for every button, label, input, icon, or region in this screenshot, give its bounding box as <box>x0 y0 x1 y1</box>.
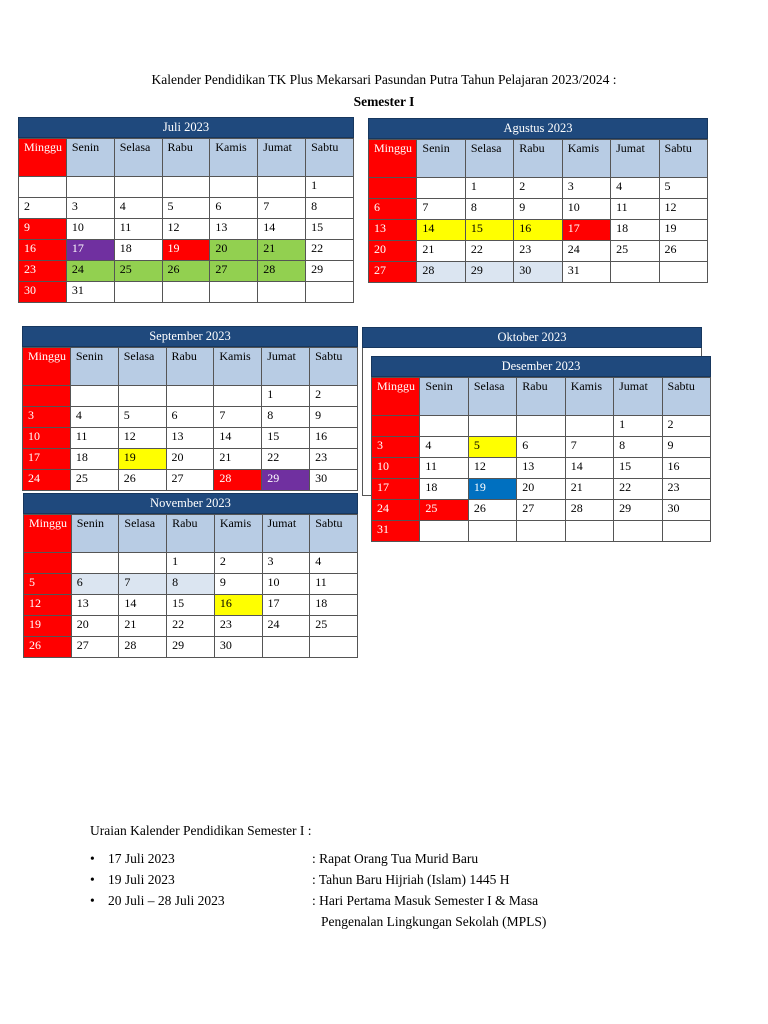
day-cell: 16 <box>214 595 262 616</box>
day-cell: 19 <box>659 220 707 241</box>
day-cell <box>517 416 565 437</box>
day-cell: 5 <box>659 178 707 199</box>
day-cell: 2 <box>310 386 358 407</box>
day-cell <box>614 521 662 542</box>
day-cell: 26 <box>118 470 166 491</box>
day-cell <box>166 386 214 407</box>
week-row <box>372 500 711 521</box>
day-cell: 14 <box>565 458 613 479</box>
day-cell: 22 <box>262 449 310 470</box>
day-cell: 8 <box>262 407 310 428</box>
day-cell: 27 <box>210 261 258 282</box>
day-cell: 7 <box>258 198 306 219</box>
day-cell: 29 <box>167 637 215 658</box>
day-cell: 27 <box>517 500 565 521</box>
day-cell: 6 <box>71 574 119 595</box>
day-cell: 3 <box>262 553 310 574</box>
day-cell: 10 <box>23 428 71 449</box>
day-cell: 28 <box>417 262 465 283</box>
day-cell: 30 <box>310 470 358 491</box>
day-cell: 8 <box>465 199 513 220</box>
week-row <box>23 470 358 491</box>
day-cell: 19 <box>468 479 516 500</box>
day-cell: 13 <box>210 219 258 240</box>
week-row <box>24 637 358 658</box>
day-cell: 15 <box>614 458 662 479</box>
day-cell: 6 <box>166 407 214 428</box>
day-cell <box>310 637 358 658</box>
day-cell: 9 <box>662 437 710 458</box>
day-cell: 3 <box>23 407 71 428</box>
day-cell: 25 <box>114 261 162 282</box>
day-cell: 1 <box>262 386 310 407</box>
day-cell: 26 <box>659 241 707 262</box>
day-cell: 21 <box>258 240 306 261</box>
day-cell: 17 <box>66 240 114 261</box>
day-cell: 11 <box>611 199 659 220</box>
day-cell <box>262 637 310 658</box>
calendar-grid <box>23 514 358 658</box>
day-cell <box>611 262 659 283</box>
day-cell: 21 <box>417 241 465 262</box>
weekday-header: Selasa <box>114 139 162 177</box>
day-cell <box>420 416 468 437</box>
day-cell <box>369 178 417 199</box>
day-cell: 10 <box>562 199 610 220</box>
day-cell: 24 <box>23 470 71 491</box>
day-cell: 1 <box>167 553 215 574</box>
day-cell: 6 <box>517 437 565 458</box>
day-cell <box>468 416 516 437</box>
day-cell: 17 <box>372 479 420 500</box>
day-cell <box>306 282 354 303</box>
day-cell <box>662 521 710 542</box>
bullet: • <box>90 872 95 887</box>
day-cell: 13 <box>517 458 565 479</box>
weekday-header: Sabtu <box>662 378 710 416</box>
event-text: : Rapat Orang Tua Murid Baru <box>312 851 479 866</box>
day-cell: 3 <box>66 198 114 219</box>
day-cell: 24 <box>66 261 114 282</box>
day-cell: 23 <box>662 479 710 500</box>
day-cell <box>468 521 516 542</box>
day-cell: 3 <box>562 178 610 199</box>
weekday-header: Kamis <box>562 140 610 178</box>
day-cell: 15 <box>262 428 310 449</box>
day-cell: 17 <box>562 220 610 241</box>
day-cell: 11 <box>114 219 162 240</box>
day-cell: 28 <box>258 261 306 282</box>
weekday-header: Kamis <box>210 139 258 177</box>
day-cell: 26 <box>468 500 516 521</box>
day-cell <box>565 521 613 542</box>
day-cell <box>517 521 565 542</box>
day-cell <box>19 177 67 198</box>
calendar-desember <box>371 356 711 542</box>
week-row <box>23 449 358 470</box>
day-cell: 24 <box>372 500 420 521</box>
day-cell <box>66 177 114 198</box>
day-cell: 12 <box>118 428 166 449</box>
day-cell: 7 <box>417 199 465 220</box>
day-cell: 23 <box>310 449 358 470</box>
weekday-header: Minggu <box>19 139 67 177</box>
week-row <box>23 386 358 407</box>
day-cell: 19 <box>118 449 166 470</box>
weekday-header: Rabu <box>166 348 214 386</box>
day-cell: 1 <box>465 178 513 199</box>
calendar-november <box>23 493 358 658</box>
day-cell <box>372 416 420 437</box>
day-cell: 30 <box>19 282 67 303</box>
week-row <box>19 177 354 198</box>
day-cell: 24 <box>562 241 610 262</box>
day-cell: 15 <box>465 220 513 241</box>
day-cell: 10 <box>372 458 420 479</box>
day-cell <box>162 177 210 198</box>
day-cell: 15 <box>167 595 215 616</box>
day-cell: 5 <box>24 574 72 595</box>
day-cell: 29 <box>465 262 513 283</box>
day-cell <box>24 553 72 574</box>
weekday-header: Rabu <box>517 378 565 416</box>
weekday-header: Selasa <box>465 140 513 178</box>
day-cell: 18 <box>420 479 468 500</box>
day-cell: 8 <box>167 574 215 595</box>
day-cell: 21 <box>119 616 167 637</box>
day-cell: 20 <box>517 479 565 500</box>
day-cell: 5 <box>468 437 516 458</box>
week-row <box>23 428 358 449</box>
day-cell: 4 <box>420 437 468 458</box>
day-cell: 29 <box>614 500 662 521</box>
day-cell: 27 <box>71 637 119 658</box>
day-cell: 29 <box>306 261 354 282</box>
week-row <box>369 262 708 283</box>
weekday-header: Jumat <box>611 140 659 178</box>
day-cell: 20 <box>369 241 417 262</box>
day-cell: 26 <box>162 261 210 282</box>
day-cell: 11 <box>70 428 118 449</box>
calendar-juli <box>18 117 354 303</box>
weekday-header: Jumat <box>262 348 310 386</box>
week-row <box>23 407 358 428</box>
day-cell <box>119 553 167 574</box>
weekday-header: Senin <box>66 139 114 177</box>
weekday-header: Senin <box>420 378 468 416</box>
day-cell: 10 <box>262 574 310 595</box>
day-cell <box>258 282 306 303</box>
day-cell: 11 <box>310 574 358 595</box>
weekday-header: Kamis <box>214 515 262 553</box>
day-cell: 28 <box>565 500 613 521</box>
day-cell: 22 <box>306 240 354 261</box>
day-cell: 27 <box>369 262 417 283</box>
day-cell <box>258 177 306 198</box>
day-cell: 31 <box>562 262 610 283</box>
day-cell: 9 <box>310 407 358 428</box>
day-cell: 12 <box>24 595 72 616</box>
week-row <box>19 219 354 240</box>
day-cell: 25 <box>70 470 118 491</box>
month-title: Desember 2023 <box>371 356 711 377</box>
calendar-agustus <box>368 118 708 283</box>
day-cell <box>210 177 258 198</box>
day-cell <box>162 282 210 303</box>
day-cell <box>114 282 162 303</box>
day-cell: 6 <box>210 198 258 219</box>
day-cell: 14 <box>417 220 465 241</box>
day-cell <box>210 282 258 303</box>
day-cell: 20 <box>71 616 119 637</box>
day-cell: 6 <box>369 199 417 220</box>
day-cell: 9 <box>19 219 67 240</box>
day-cell: 8 <box>306 198 354 219</box>
week-row <box>372 479 711 500</box>
day-cell: 18 <box>611 220 659 241</box>
weekday-header: Senin <box>417 140 465 178</box>
day-cell <box>23 386 71 407</box>
week-row <box>369 241 708 262</box>
day-cell: 28 <box>214 470 262 491</box>
weekday-header-row <box>19 139 354 177</box>
day-cell <box>114 177 162 198</box>
day-cell: 11 <box>420 458 468 479</box>
weekday-header: Rabu <box>167 515 215 553</box>
week-row <box>369 178 708 199</box>
day-cell: 8 <box>614 437 662 458</box>
calendar-grid <box>22 347 358 491</box>
day-cell: 24 <box>262 616 310 637</box>
day-cell: 4 <box>70 407 118 428</box>
day-cell: 2 <box>19 198 67 219</box>
day-cell <box>417 178 465 199</box>
week-row <box>369 199 708 220</box>
day-cell: 14 <box>119 595 167 616</box>
day-cell: 29 <box>262 470 310 491</box>
weekday-header: Senin <box>70 348 118 386</box>
week-row <box>372 458 711 479</box>
day-cell: 16 <box>662 458 710 479</box>
weekday-header-row <box>24 515 358 553</box>
weekday-header: Jumat <box>262 515 310 553</box>
weekday-header: Selasa <box>118 348 166 386</box>
day-cell <box>420 521 468 542</box>
weekday-header: Sabtu <box>306 139 354 177</box>
day-cell: 25 <box>310 616 358 637</box>
day-cell: 30 <box>662 500 710 521</box>
day-cell <box>70 386 118 407</box>
week-row <box>24 616 358 637</box>
day-cell: 3 <box>372 437 420 458</box>
day-cell: 19 <box>24 616 72 637</box>
week-row <box>24 574 358 595</box>
weekday-header: Sabtu <box>659 140 707 178</box>
day-cell <box>659 262 707 283</box>
day-cell <box>565 416 613 437</box>
day-cell: 7 <box>214 407 262 428</box>
month-title: Oktober 2023 <box>362 327 702 348</box>
week-row <box>372 521 711 542</box>
bullet: • <box>90 893 95 908</box>
month-title: September 2023 <box>22 326 358 347</box>
weekday-header: Selasa <box>119 515 167 553</box>
week-row <box>372 437 711 458</box>
weekday-header: Rabu <box>514 140 562 178</box>
day-cell <box>71 553 119 574</box>
day-cell: 4 <box>114 198 162 219</box>
day-cell: 13 <box>166 428 214 449</box>
weekday-header: Minggu <box>23 348 71 386</box>
day-cell: 27 <box>166 470 214 491</box>
day-cell: 31 <box>66 282 114 303</box>
day-cell: 1 <box>614 416 662 437</box>
day-cell: 20 <box>166 449 214 470</box>
day-cell: 14 <box>214 428 262 449</box>
day-cell <box>118 386 166 407</box>
weekday-header-row <box>369 140 708 178</box>
day-cell: 12 <box>468 458 516 479</box>
day-cell: 14 <box>258 219 306 240</box>
day-cell: 17 <box>262 595 310 616</box>
day-cell: 30 <box>514 262 562 283</box>
weekday-header: Minggu <box>369 140 417 178</box>
day-cell: 18 <box>310 595 358 616</box>
day-cell: 16 <box>310 428 358 449</box>
day-cell: 2 <box>214 553 262 574</box>
month-title: Agustus 2023 <box>368 118 708 139</box>
day-cell: 13 <box>369 220 417 241</box>
day-cell: 26 <box>24 637 72 658</box>
description-heading: Uraian Kalender Pendidikan Semester I : <box>90 823 312 838</box>
weekday-header: Kamis <box>214 348 262 386</box>
day-cell: 28 <box>119 637 167 658</box>
weekday-header: Sabtu <box>310 348 358 386</box>
day-cell: 20 <box>210 240 258 261</box>
day-cell: 16 <box>19 240 67 261</box>
weekday-header: Rabu <box>162 139 210 177</box>
week-row <box>19 240 354 261</box>
weekday-header-row <box>372 378 711 416</box>
day-cell: 23 <box>514 241 562 262</box>
day-cell: 4 <box>310 553 358 574</box>
month-title: Juli 2023 <box>18 117 354 138</box>
day-cell: 2 <box>662 416 710 437</box>
day-cell: 25 <box>420 500 468 521</box>
event-text: : Hari Pertama Masuk Semester I & Masa <box>312 893 539 908</box>
day-cell: 7 <box>119 574 167 595</box>
day-cell: 1 <box>306 177 354 198</box>
day-cell: 5 <box>118 407 166 428</box>
day-cell: 30 <box>214 637 262 658</box>
day-cell <box>214 386 262 407</box>
week-row <box>24 553 358 574</box>
document-subtitle: Semester I <box>353 94 415 109</box>
day-cell: 5 <box>162 198 210 219</box>
week-row <box>19 261 354 282</box>
day-cell: 17 <box>23 449 71 470</box>
day-cell: 12 <box>162 219 210 240</box>
event-date: 17 Juli 2023 <box>108 851 175 866</box>
week-row <box>369 220 708 241</box>
day-cell: 22 <box>614 479 662 500</box>
weekday-header: Kamis <box>565 378 613 416</box>
week-row <box>19 282 354 303</box>
day-cell: 10 <box>66 219 114 240</box>
day-cell: 15 <box>306 219 354 240</box>
calendar-grid <box>371 377 711 542</box>
weekday-header: Minggu <box>24 515 72 553</box>
weekday-header: Sabtu <box>310 515 358 553</box>
day-cell: 22 <box>465 241 513 262</box>
day-cell: 18 <box>70 449 118 470</box>
calendar-september <box>22 326 358 491</box>
bullet: • <box>90 851 95 866</box>
weekday-header: Senin <box>71 515 119 553</box>
day-cell: 31 <box>372 521 420 542</box>
event-text: : Tahun Baru Hijriah (Islam) 1445 H <box>312 872 510 887</box>
day-cell: 21 <box>214 449 262 470</box>
day-cell: 4 <box>611 178 659 199</box>
day-cell: 2 <box>514 178 562 199</box>
day-cell: 16 <box>514 220 562 241</box>
day-cell: 9 <box>514 199 562 220</box>
day-cell: 23 <box>19 261 67 282</box>
event-text-continuation: Pengenalan Lingkungan Sekolah (MPLS) <box>321 914 547 929</box>
day-cell: 23 <box>214 616 262 637</box>
day-cell: 12 <box>659 199 707 220</box>
weekday-header: Minggu <box>372 378 420 416</box>
event-date: 19 Juli 2023 <box>108 872 175 887</box>
day-cell: 7 <box>565 437 613 458</box>
week-row <box>19 198 354 219</box>
calendar-grid <box>18 138 354 303</box>
day-cell: 21 <box>565 479 613 500</box>
day-cell: 25 <box>611 241 659 262</box>
day-cell: 13 <box>71 595 119 616</box>
calendar-grid <box>368 139 708 283</box>
weekday-header: Jumat <box>614 378 662 416</box>
document-title: Kalender Pendidikan TK Plus Mekarsari Pasundan Putra Tahun Pelajaran 2023/2024 : <box>151 72 617 87</box>
day-cell: 19 <box>162 240 210 261</box>
day-cell: 18 <box>114 240 162 261</box>
weekday-header: Jumat <box>258 139 306 177</box>
event-date: 20 Juli – 28 Juli 2023 <box>108 893 225 908</box>
day-cell: 22 <box>167 616 215 637</box>
week-row <box>372 416 711 437</box>
day-cell: 9 <box>214 574 262 595</box>
month-title: November 2023 <box>23 493 358 514</box>
week-row <box>24 595 358 616</box>
weekday-header: Selasa <box>468 378 516 416</box>
weekday-header-row <box>23 348 358 386</box>
